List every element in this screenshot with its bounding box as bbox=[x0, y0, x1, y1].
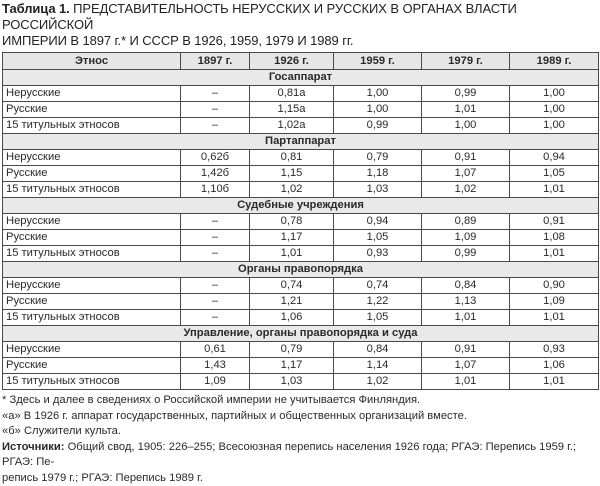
value-cell: 1,02а bbox=[250, 118, 334, 134]
value-cell: 0,79 bbox=[334, 150, 422, 166]
value-cell: 1,00 bbox=[334, 102, 422, 118]
caption-title-line2: ИМПЕРИИ В 1897 г.* И СССР В 1926, 1959, 1979 И 1989 гг. bbox=[2, 33, 353, 48]
value-cell: 1,01 bbox=[422, 102, 510, 118]
value-cell: 0,74 bbox=[250, 278, 334, 294]
value-cell: 1,01 bbox=[422, 310, 510, 326]
value-cell: 0,99 bbox=[422, 86, 510, 102]
table-row bbox=[3, 310, 599, 326]
sources-text-continued: репись 1979 г.; РГАЭ: Перепись 1989 г. bbox=[2, 472, 203, 484]
value-cell: 0,81 bbox=[250, 150, 334, 166]
header-1989: 1989 г. bbox=[510, 53, 599, 70]
value-cell: 1,09 bbox=[181, 374, 250, 390]
table-row bbox=[3, 166, 599, 182]
section-title: Госаппарат bbox=[3, 70, 599, 86]
header-1926: 1926 г. bbox=[250, 53, 334, 70]
table-row bbox=[3, 342, 599, 358]
caption-label: Таблица 1. bbox=[2, 1, 70, 16]
value-cell: 1,10б bbox=[181, 182, 250, 198]
value-cell: 1,15 bbox=[250, 166, 334, 182]
table-row bbox=[3, 150, 599, 166]
value-cell: 0,79 bbox=[250, 342, 334, 358]
value-cell: 1,05 bbox=[334, 230, 422, 246]
table-row bbox=[3, 374, 599, 390]
ethnos-cell: 15 титульных этносов bbox=[3, 118, 181, 134]
value-cell: 0,93 bbox=[334, 246, 422, 262]
table-row bbox=[3, 86, 599, 102]
section-title: Органы правопорядка bbox=[3, 262, 599, 278]
table-row bbox=[3, 182, 599, 198]
value-cell: 1,09 bbox=[510, 294, 599, 310]
section-header-row bbox=[3, 262, 599, 278]
value-cell: 1,22 bbox=[334, 294, 422, 310]
value-cell: 1,02 bbox=[422, 182, 510, 198]
value-cell: – bbox=[181, 118, 250, 134]
section-header-row bbox=[3, 198, 599, 214]
header-1979: 1979 г. bbox=[422, 53, 510, 70]
value-cell: 1,21 bbox=[250, 294, 334, 310]
header-1959: 1959 г. bbox=[334, 53, 422, 70]
value-cell: 1,06 bbox=[510, 358, 599, 374]
value-cell: 0,91 bbox=[510, 214, 599, 230]
ethnos-cell: Нерусские bbox=[3, 86, 181, 102]
ethnos-cell: Нерусские bbox=[3, 278, 181, 294]
value-cell: 1,00 bbox=[422, 118, 510, 134]
ethnos-cell: Нерусские bbox=[3, 342, 181, 358]
value-cell: 1,01 bbox=[510, 246, 599, 262]
value-cell: 1,08 bbox=[510, 230, 599, 246]
section-header-row bbox=[3, 70, 599, 86]
value-cell: – bbox=[181, 278, 250, 294]
header-ethnos: Этнос bbox=[3, 53, 181, 70]
ethnos-cell: 15 титульных этносов bbox=[3, 182, 181, 198]
table-row bbox=[3, 278, 599, 294]
footnote-a: «а» В 1926 г. аппарат государственных, партийных и общественных организаций вместе. bbox=[2, 409, 598, 425]
value-cell: 1,43 bbox=[181, 358, 250, 374]
value-cell: 0,89 bbox=[422, 214, 510, 230]
value-cell: 1,17 bbox=[250, 230, 334, 246]
header-1897: 1897 г. bbox=[181, 53, 250, 70]
value-cell: 1,05 bbox=[334, 310, 422, 326]
table-notes bbox=[2, 393, 598, 486]
footnote-star: * Здесь и далее в сведениях о Российской империи не учитывается Финляндия. bbox=[2, 393, 598, 409]
table-caption bbox=[2, 1, 598, 49]
value-cell: 0,91 bbox=[422, 342, 510, 358]
sources-text: Общий свод, 1905: 226–255; Всесоюзная перепись населения 1926 года; РГАЭ: Перепись 1959 г.; РГАЭ: Пе- bbox=[2, 441, 576, 469]
value-cell: 1,03 bbox=[250, 374, 334, 390]
value-cell: 0,94 bbox=[334, 214, 422, 230]
sources bbox=[2, 440, 598, 486]
section-title: Партаппарат bbox=[3, 134, 599, 150]
table-header-row bbox=[3, 53, 599, 70]
value-cell: 0,84 bbox=[422, 278, 510, 294]
value-cell: 1,00 bbox=[334, 86, 422, 102]
sources-label: Источники: bbox=[2, 441, 64, 453]
value-cell: 1,18 bbox=[334, 166, 422, 182]
ethnos-cell: Нерусские bbox=[3, 150, 181, 166]
section-header-row bbox=[3, 134, 599, 150]
ethnos-cell: Русские bbox=[3, 102, 181, 118]
representation-table bbox=[2, 52, 599, 390]
ethnos-cell: 15 титульных этносов bbox=[3, 374, 181, 390]
ethnos-cell: Нерусские bbox=[3, 214, 181, 230]
table-body bbox=[3, 70, 599, 390]
value-cell: 1,14 bbox=[334, 358, 422, 374]
value-cell: 1,17 bbox=[250, 358, 334, 374]
value-cell: 1,02 bbox=[250, 182, 334, 198]
value-cell: 1,13 bbox=[422, 294, 510, 310]
value-cell: 1,42б bbox=[181, 166, 250, 182]
value-cell: 1,01 bbox=[510, 374, 599, 390]
value-cell: 0,78 bbox=[250, 214, 334, 230]
value-cell: – bbox=[181, 294, 250, 310]
value-cell: 1,03 bbox=[334, 182, 422, 198]
value-cell: 1,09 bbox=[422, 230, 510, 246]
ethnos-cell: 15 титульных этносов bbox=[3, 246, 181, 262]
value-cell: 1,06 bbox=[250, 310, 334, 326]
caption-title-line1: ПРЕДСТАВИТЕЛЬНОСТЬ НЕРУССКИХ И РУССКИХ В ОРГАНАХ ВЛАСТИ РОССИЙСКОЙ bbox=[2, 1, 517, 32]
value-cell: 1,01 bbox=[250, 246, 334, 262]
table-row bbox=[3, 118, 599, 134]
value-cell: 1,01 bbox=[422, 374, 510, 390]
value-cell: 1,00 bbox=[510, 86, 599, 102]
value-cell: 1,07 bbox=[422, 358, 510, 374]
value-cell: 1,00 bbox=[510, 118, 599, 134]
value-cell: 0,62б bbox=[181, 150, 250, 166]
table-row bbox=[3, 102, 599, 118]
value-cell: 0,74 bbox=[334, 278, 422, 294]
table-row bbox=[3, 246, 599, 262]
value-cell: 0,94 bbox=[510, 150, 599, 166]
ethnos-cell: Русские bbox=[3, 294, 181, 310]
value-cell: 1,07 bbox=[422, 166, 510, 182]
value-cell: 1,01 bbox=[510, 182, 599, 198]
value-cell: 1,01 bbox=[510, 310, 599, 326]
value-cell: – bbox=[181, 230, 250, 246]
section-title: Судебные учреждения bbox=[3, 198, 599, 214]
footnote-b: «б» Служители культа. bbox=[2, 424, 598, 440]
table-row bbox=[3, 230, 599, 246]
ethnos-cell: 15 титульных этносов bbox=[3, 310, 181, 326]
value-cell: 1,02 bbox=[334, 374, 422, 390]
value-cell: 1,00 bbox=[510, 102, 599, 118]
ethnos-cell: Русские bbox=[3, 358, 181, 374]
value-cell: 1,15а bbox=[250, 102, 334, 118]
table-row bbox=[3, 358, 599, 374]
value-cell: – bbox=[181, 214, 250, 230]
value-cell: – bbox=[181, 86, 250, 102]
section-title: Управление, органы правопорядка и суда bbox=[3, 326, 599, 342]
value-cell: – bbox=[181, 246, 250, 262]
value-cell: 0,90 bbox=[510, 278, 599, 294]
value-cell: 0,84 bbox=[334, 342, 422, 358]
value-cell: 1,05 bbox=[510, 166, 599, 182]
value-cell: 0,91 bbox=[422, 150, 510, 166]
value-cell: 0,81а bbox=[250, 86, 334, 102]
ethnos-cell: Русские bbox=[3, 230, 181, 246]
value-cell: 0,99 bbox=[422, 246, 510, 262]
value-cell: – bbox=[181, 310, 250, 326]
value-cell: 0,93 bbox=[510, 342, 599, 358]
value-cell: – bbox=[181, 102, 250, 118]
table-row bbox=[3, 214, 599, 230]
value-cell: 0,99 bbox=[334, 118, 422, 134]
table-row bbox=[3, 294, 599, 310]
ethnos-cell: Русские bbox=[3, 166, 181, 182]
section-header-row bbox=[3, 326, 599, 342]
value-cell: 0,61 bbox=[181, 342, 250, 358]
